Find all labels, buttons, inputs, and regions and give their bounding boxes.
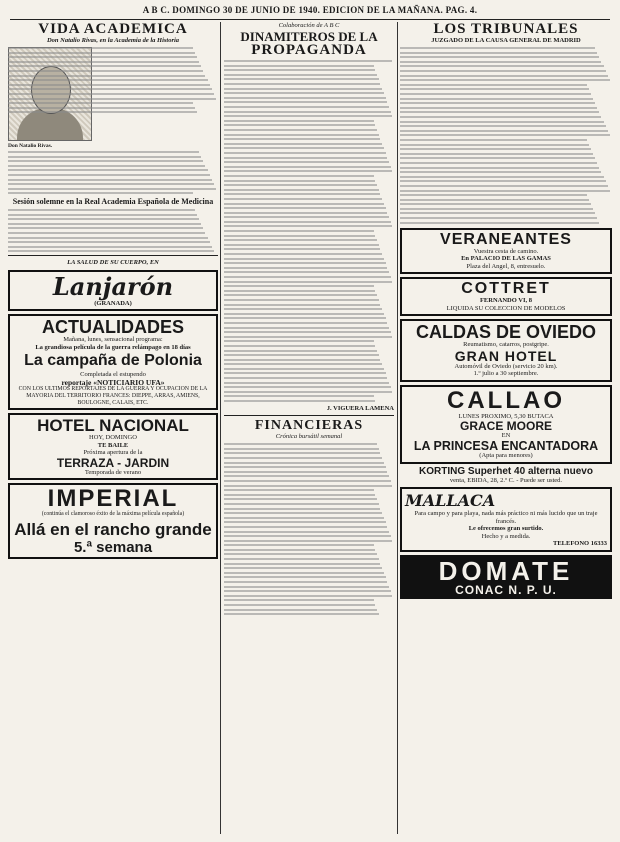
text-line	[224, 143, 382, 145]
text-line	[400, 116, 601, 118]
article-text	[400, 47, 612, 224]
text-line	[400, 121, 604, 123]
text-line	[224, 78, 379, 80]
text-line	[224, 604, 375, 606]
text-line	[8, 209, 195, 211]
cottret-line: LIQUIDA SU COLECCION DE MODELOS	[446, 304, 566, 312]
mallaca-line1: Para campo y para playa, nada más práctico ni más lucido que un traje francés.	[414, 510, 598, 525]
page-header: A B C. DOMINGO 30 DE JUNIO DE 1940. EDICION DE LA MAÑANA. PAG. 4.	[10, 5, 610, 20]
actualidades-line1: Mañana, lunes, sensacional programa:	[63, 336, 163, 344]
text-line	[224, 452, 380, 454]
imperial-sub: (continúa el clamoroso éxito de la máxima película española)	[41, 511, 185, 518]
korting-ad	[400, 467, 612, 485]
text-line	[8, 102, 193, 104]
text-line	[224, 134, 379, 136]
text-line	[224, 304, 380, 306]
text-line	[224, 340, 374, 342]
text-line	[224, 281, 392, 283]
callao-star: GRACE MOORE	[459, 419, 552, 434]
text-line	[224, 498, 377, 500]
text-line	[224, 457, 382, 459]
text-line	[400, 199, 589, 201]
text-line	[224, 377, 387, 379]
text-line	[400, 125, 606, 127]
text-line	[224, 147, 384, 149]
text-line	[400, 52, 597, 54]
veraneantes-ad	[400, 228, 612, 275]
text-line	[400, 153, 593, 155]
text-line	[8, 179, 212, 181]
actualidades-feature: La campaña de Polonia	[24, 352, 202, 370]
text-line	[8, 218, 199, 220]
text-line	[400, 75, 608, 77]
callao-line2: EN	[501, 432, 511, 440]
text-line	[224, 531, 389, 533]
text-line	[224, 92, 384, 94]
text-line	[400, 185, 608, 187]
article-text	[8, 209, 218, 252]
text-line	[224, 386, 391, 388]
veraneantes-line2: En PALACIO DE LAS GAMAS	[461, 255, 551, 263]
imperial-week: 5.ª semana	[73, 538, 153, 556]
hotel-line5: Temporada de verano	[84, 468, 142, 476]
text-line	[8, 70, 203, 72]
text-line	[224, 489, 374, 491]
callao-line1: LUNES PROXIMO, 5,30 BUTACA	[458, 412, 554, 420]
text-line	[8, 237, 208, 239]
text-line	[8, 111, 197, 113]
text-line	[224, 212, 387, 214]
text-line	[400, 144, 589, 146]
text-line	[224, 595, 392, 597]
text-line	[224, 225, 392, 227]
text-line	[224, 271, 389, 273]
text-line	[224, 221, 391, 223]
text-line	[224, 368, 384, 370]
text-line	[400, 190, 610, 192]
text-line	[400, 157, 595, 159]
text-line	[400, 208, 593, 210]
text-line	[224, 558, 379, 560]
hotel-line1: HOY, DOMINGO	[89, 434, 137, 442]
text-line	[400, 203, 591, 205]
text-line	[224, 180, 375, 182]
text-line	[224, 485, 392, 487]
text-line	[224, 586, 389, 588]
article-text	[8, 47, 218, 113]
hotel-line3: Próxima apertura de la	[83, 449, 143, 457]
mallaca-line3: Hecho y a medida.	[481, 532, 531, 540]
text-line	[224, 443, 377, 445]
article-text	[224, 443, 394, 615]
text-line	[224, 544, 374, 546]
text-line	[224, 322, 387, 324]
text-line	[400, 217, 597, 219]
text-line	[400, 148, 591, 150]
dinamiteros-title1: DINAMITEROS DE LA	[240, 28, 378, 44]
text-line	[224, 382, 389, 384]
column-rule	[397, 22, 398, 834]
text-line	[224, 161, 389, 163]
text-line	[224, 354, 379, 356]
text-line	[224, 175, 374, 177]
veraneantes-line1: Vuestra cesta de camino.	[473, 247, 539, 255]
text-line	[400, 107, 597, 109]
text-line	[400, 212, 595, 214]
text-line	[400, 194, 587, 196]
text-line	[8, 174, 210, 176]
text-line	[224, 549, 375, 551]
text-line	[224, 512, 382, 514]
text-line	[8, 84, 210, 86]
text-line	[224, 184, 377, 186]
text-line	[224, 262, 386, 264]
text-line	[400, 111, 599, 113]
text-line	[400, 65, 604, 67]
text-line	[224, 313, 384, 315]
text-line	[8, 214, 197, 216]
text-line	[400, 98, 593, 100]
tribunales-subtitle: JUZGADO DE LA CAUSA GENERAL DE MADRID	[431, 37, 581, 44]
text-line	[224, 609, 377, 611]
text-line	[8, 241, 210, 243]
veraneantes-title: VERANEANTES	[440, 230, 572, 248]
imperial-ad	[8, 483, 218, 559]
text-line	[224, 613, 379, 615]
callao-rating: (Apta para menores)	[479, 452, 533, 460]
text-line	[8, 169, 208, 171]
column-rule	[220, 22, 221, 834]
text-line	[400, 79, 610, 81]
text-line	[8, 75, 205, 77]
text-line	[224, 189, 379, 191]
caldas-line3: 1.º julio a 30 septiembre.	[473, 370, 539, 378]
actualidades-title: ACTUALIDADES	[42, 317, 184, 338]
text-line	[224, 60, 392, 62]
actualidades-ad	[8, 314, 218, 410]
text-line	[224, 253, 382, 255]
text-line	[400, 167, 599, 169]
text-line	[224, 308, 382, 310]
text-line	[400, 61, 601, 63]
imperial-film: Allá en el rancho grande	[14, 519, 212, 539]
text-line	[8, 56, 197, 58]
column-right	[400, 22, 612, 834]
column-middle	[224, 22, 394, 834]
text-line	[224, 88, 382, 90]
vida-subtitle: Don Natalio Rivas, en la Academia de la Historia	[46, 37, 180, 44]
mallaca-logo: MALLACA	[405, 491, 496, 511]
domate-brand: DOMATE	[438, 555, 574, 586]
veraneantes-line3: Plaza del Angel, 8, entresuelo.	[466, 262, 546, 270]
text-line	[8, 183, 214, 185]
domate-sub: CONAC N. P. U.	[455, 582, 557, 597]
hotel-line4: TERRAZA - JARDIN	[56, 455, 170, 470]
text-line	[224, 540, 392, 542]
text-line	[224, 216, 389, 218]
imperial-name: IMPERIAL	[47, 485, 179, 513]
text-line	[8, 93, 214, 95]
text-line	[224, 494, 375, 496]
text-line	[224, 535, 391, 537]
text-line	[224, 244, 379, 246]
text-line	[400, 70, 606, 72]
text-line	[224, 83, 380, 85]
text-line	[224, 526, 387, 528]
lanjaron-sub: (GRANADA)	[94, 299, 132, 307]
text-line	[400, 134, 610, 136]
text-line	[224, 553, 377, 555]
hotel-nacional-ad	[8, 413, 218, 480]
actualidades-line4: CON LOS ULTIMOS REPORTAJES DE LA GUERRA Y OCUPACION DE LA MAYORIA DEL TERRITORIO FRANCES: DIEPPE, ARRAS, AMIENS, BOULOGNE, CALAIS, ETC.	[18, 386, 208, 406]
text-line	[224, 166, 391, 168]
text-line	[224, 69, 375, 71]
text-line	[224, 466, 386, 468]
text-line	[224, 207, 386, 209]
text-line	[224, 129, 377, 131]
session-title: Sesión solemne en la Real Academia Española de Medicina	[12, 197, 214, 207]
lanjaron-logo: Lanjarón	[52, 271, 174, 301]
text-line	[224, 350, 377, 352]
text-line	[224, 74, 377, 76]
financieras-title: FINANCIERAS	[254, 418, 364, 434]
text-line	[224, 517, 384, 519]
text-line	[8, 223, 201, 225]
text-line	[224, 239, 377, 241]
text-line	[400, 47, 595, 49]
actualidades-line2: La grandiosa película de la guerra relámpago en 18 días	[35, 343, 191, 351]
actualidades-line3: Completada el estupendo	[80, 371, 146, 379]
text-line	[224, 294, 377, 296]
text-line	[8, 156, 201, 158]
text-line	[8, 52, 195, 54]
text-line	[400, 162, 597, 164]
text-line	[8, 165, 205, 167]
text-line	[224, 285, 374, 287]
text-line	[8, 151, 199, 153]
text-line	[224, 152, 386, 154]
callao-film: LA PRINCESA ENCANTADORA	[413, 438, 599, 453]
text-line	[400, 171, 601, 173]
text-line	[8, 246, 212, 248]
text-line	[224, 581, 387, 583]
text-line	[224, 590, 391, 592]
text-line	[8, 88, 212, 90]
hotel-line2: TE BAILE	[97, 441, 129, 449]
text-line	[224, 345, 375, 347]
actualidades-reportaje: reportaje «NOTICIARIO UFA»	[61, 377, 165, 387]
text-line	[400, 93, 591, 95]
text-line	[224, 391, 392, 393]
text-line	[8, 98, 216, 100]
text-line	[224, 359, 380, 361]
text-line	[8, 79, 208, 81]
mallaca-ad	[400, 487, 612, 552]
health-footer: LA SALUD DE SU CUERPO, EN	[67, 259, 159, 267]
text-line	[224, 111, 391, 113]
article-text	[224, 60, 394, 402]
callao-name: CALLAO	[447, 386, 565, 414]
caldas-name: CALDAS DE OVIEDO	[415, 322, 597, 343]
text-line	[224, 267, 387, 269]
text-line	[400, 139, 587, 141]
cottret-name: COTTRET	[461, 280, 551, 298]
callao-ad	[400, 385, 612, 464]
text-line	[224, 327, 389, 329]
text-line	[224, 448, 379, 450]
text-line	[224, 276, 391, 278]
text-line	[224, 563, 380, 565]
text-line	[400, 180, 606, 182]
text-line	[400, 56, 599, 58]
text-line	[224, 521, 386, 523]
text-line	[224, 567, 382, 569]
vida-academica-title: VIDA ACADEMICA	[38, 22, 188, 37]
text-line	[8, 188, 216, 190]
korting-headline: KORTING Superhet 40 alterna nuevo	[419, 465, 593, 477]
dinamiteros-byline: J. VIGUERA LAMENA	[326, 404, 394, 412]
caldas-line2: Automóvil de Oviedo (servicio 20 km).	[454, 362, 558, 370]
text-line	[224, 372, 386, 374]
text-line	[224, 198, 382, 200]
text-line	[224, 106, 389, 108]
article-text	[8, 151, 218, 194]
text-line	[224, 508, 380, 510]
text-line	[224, 576, 386, 578]
text-line	[224, 363, 382, 365]
text-line	[8, 47, 193, 49]
text-line	[8, 250, 214, 252]
text-line	[224, 290, 375, 292]
text-line	[224, 97, 386, 99]
text-line	[224, 230, 374, 232]
text-line	[8, 107, 195, 109]
text-line	[224, 258, 384, 260]
mallaca-line2: Le ofrecemos gran surtido.	[468, 525, 544, 533]
text-line	[224, 572, 384, 574]
domate-ad	[400, 555, 612, 599]
cottret-ad	[400, 277, 612, 316]
financieras-subtitle: Crónica bursátil semanal	[275, 433, 343, 441]
text-line	[400, 222, 599, 224]
tribunales-title: LOS TRIBUNALES	[433, 22, 579, 37]
text-line	[224, 299, 379, 301]
text-line	[224, 138, 380, 140]
text-line	[224, 336, 392, 338]
text-line	[224, 475, 389, 477]
text-line	[224, 480, 391, 482]
column-left	[8, 22, 218, 834]
text-line	[224, 193, 380, 195]
text-line	[400, 102, 595, 104]
dinamiteros-title2: PROPAGANDA	[251, 41, 367, 58]
text-line	[224, 65, 374, 67]
text-line	[8, 232, 205, 234]
portrait-caption: Don Natalio Rivas.	[8, 142, 53, 149]
text-line	[224, 317, 386, 319]
text-line	[400, 176, 604, 178]
text-line	[224, 203, 384, 205]
text-line	[224, 101, 387, 103]
text-line	[224, 115, 392, 117]
mallaca-phone-label: TELEFONO	[553, 540, 590, 548]
caldas-hotel: GRAN HOTEL	[454, 347, 558, 364]
text-line	[400, 130, 608, 132]
dinamiteros-kicker: Colaboración de A B C	[278, 22, 340, 29]
text-line	[224, 471, 387, 473]
text-line	[224, 157, 387, 159]
mallaca-phone: 16333	[590, 540, 607, 548]
hotel-name: HOTEL NACIONAL	[37, 416, 189, 436]
text-line	[224, 462, 384, 464]
text-line	[8, 227, 203, 229]
caldas-ad	[400, 319, 612, 382]
text-line	[8, 192, 193, 194]
text-line	[400, 84, 587, 86]
text-line	[224, 120, 374, 122]
text-line	[224, 331, 391, 333]
text-line	[224, 235, 375, 237]
cottret-address: FERNANDO VI, 8	[479, 297, 533, 305]
text-line	[224, 503, 379, 505]
text-line	[224, 599, 374, 601]
text-line	[400, 88, 589, 90]
text-line	[224, 170, 392, 172]
lanjaron-ad	[8, 270, 218, 312]
text-line	[224, 124, 375, 126]
caldas-line1: Reumatismo, catarros, postgripe.	[463, 341, 549, 349]
text-line	[224, 400, 375, 402]
text-line	[224, 248, 380, 250]
korting-line: venta, EBIDA, 28, 2.º C. - Puede ser usted.	[449, 476, 563, 484]
text-line	[8, 160, 203, 162]
text-line	[8, 61, 199, 63]
text-line	[8, 65, 201, 67]
text-line	[224, 395, 374, 397]
